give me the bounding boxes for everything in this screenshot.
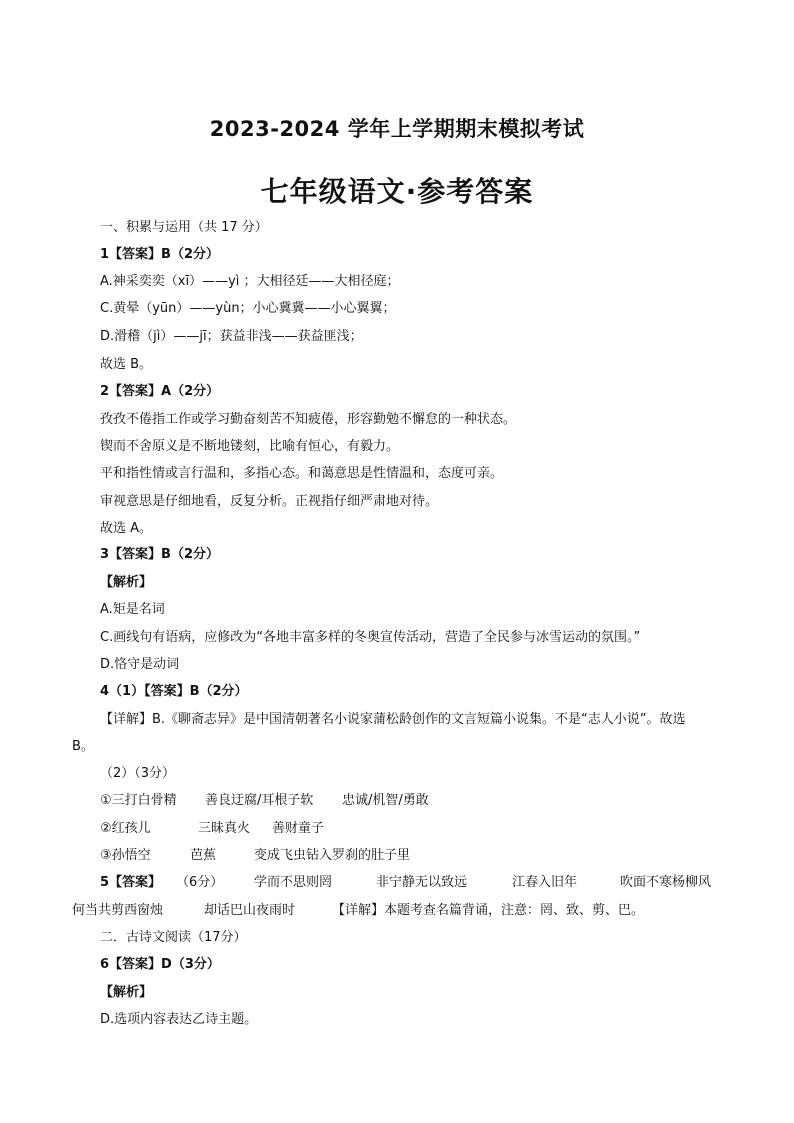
answer-3-option-a: A.矩是名词 [100,602,165,617]
row-2-col-2: 三昧真火 [198,821,251,836]
answer-6-option-d: D.选项内容表达乙诗主题。 [100,1012,258,1027]
answer-5-blank-6: 却话巴山夜雨时 [204,903,296,918]
answer-5-detail: 【详解】本题考查名篇背诵，注意：罔、致、剪、巴。 [332,903,645,918]
answer-5-blank-2: 非宁静无以致远 [376,875,468,890]
answer-5-row-2 [72,902,644,920]
answer-5-heading: 5【答案】 [100,875,162,890]
answer-5-blank-1: 学而不思则罔 [254,875,333,890]
answer-1-option-a: A.神采奕奕（xī）——yì ；大相径廷——大相径庭； [100,274,400,289]
answer-5-blank-3: 江春入旧年 [512,875,578,890]
answer-3-analysis-label: 【解析】 [100,575,153,590]
answer-5-score: （6分） [176,875,224,890]
section-heading-2: 二．古诗文阅读（17分） [100,930,247,945]
answer-5-row-1 [100,874,711,892]
answer-4-detail: 【详解】B.《聊斋志异》是中国清朝著名小说家蒲松龄创作的文言短篇小说集。不是“志人小说”。故选 [100,712,686,727]
row-1-col-3: 忠诚/机智/勇敢 [342,793,429,808]
answer-1-option-d: D.滑稽（jì）——jī；获益非浅——获益匪浅； [100,329,363,344]
answer-3-option-c: C.画线句有语病，应修改为“各地丰富多样的冬奥宣传活动，营造了全民参与冰雪运动的氛围。” [100,630,641,645]
answer-4-heading: 4（1）【答案】B（2分） [100,684,248,699]
answer-2-line-4: 审视意思是仔细地看，反复分析。正视指仔细严肃地对待。 [100,494,439,509]
row-3-col-1: ③孙悟空 [100,848,151,863]
section-heading-1: 一、积累与运用（共 17 分） [100,220,268,235]
answer-5-blank-5: 何当共剪西窗烛 [72,903,164,918]
answer-2-line-3: 平和指性情或言行温和，多指心态。和蔼意思是性情温和，态度可亲。 [100,466,504,481]
row-2-col-3: 善财童子 [272,821,325,836]
answer-4-part-2-heading: （2）（3分） [100,766,176,781]
row-1-col-1: ①三打白骨精 [100,793,177,808]
answer-2-line-2: 锲而不舍原义是不断地镂刻，比喻有恒心，有毅力。 [100,439,400,454]
answer-6-analysis-label: 【解析】 [100,985,153,1000]
answer-2-line-1: 孜孜不倦指工作或学习勤奋刻苦不知疲倦，形容勤勉不懈怠的一种状态。 [100,412,517,427]
answer-1-heading: 1【答案】B（2分） [100,247,219,262]
answer-4-row-1 [100,792,429,810]
answer-1-conclusion: 故选 B。 [100,357,153,372]
answer-6-heading: 6【答案】D（3分） [100,957,220,972]
answer-2-heading: 2【答案】A（2分） [100,384,220,399]
answer-4-row-3 [100,847,410,865]
row-2-col-1: ②红孩儿 [100,821,151,836]
answer-4-detail-wrap: B。 [72,739,94,754]
document-subtitle: 七年级语文·参考答案 [260,175,534,208]
answer-5-blank-4: 吹面不寒杨柳风 [620,875,712,890]
answer-4-row-2 [100,820,324,838]
row-3-col-2: 芭蕉 [190,848,217,863]
row-3-col-3: 变成飞虫钻入罗刹的肚子里 [254,848,411,863]
answer-3-heading: 3【答案】B（2分） [100,547,219,562]
document-title: 2023-2024 学年上学期期末模拟考试 [209,117,585,141]
answer-3-option-d: D.恪守是动词 [100,657,180,672]
row-1-col-2: 善良迂腐/耳根子软 [205,793,314,808]
answer-1-option-c: C.黄晕（yūn）——yùn；小心冀冀——小心翼翼； [100,301,396,316]
answer-2-conclusion: 故选 A。 [100,521,153,536]
